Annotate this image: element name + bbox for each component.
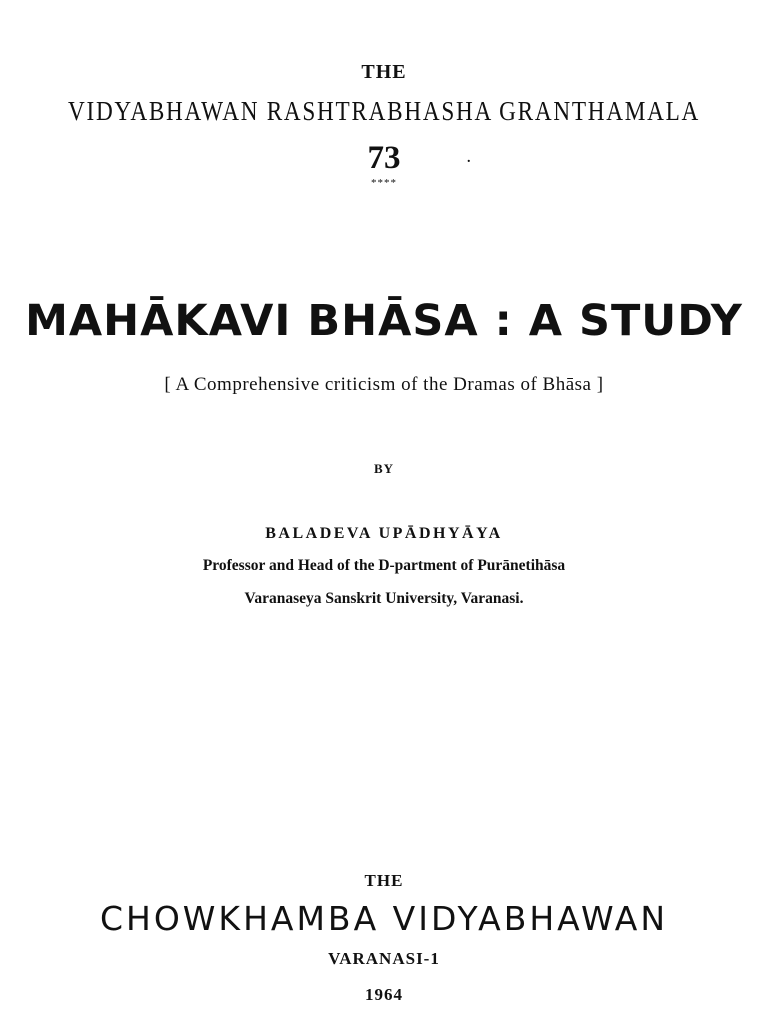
book-subtitle: [ A Comprehensive criticism of the Dramas of Bhāsa ] [164,374,604,395]
publisher-city: VARANASI-1 [328,949,440,968]
series-number: 73 [367,140,401,176]
series-ornament: **** [371,177,397,189]
by-label: BY [373,461,395,476]
publisher-name: CHOWKHAMBA VIDYABHAWAN [99,899,669,938]
publication-year: 1964 [365,985,403,1004]
ornament-dot: . [467,151,471,166]
author-title: Professor and Head of the D-partment of Purānetihāsa [202,557,566,574]
series-name: VIDYABHAWAN RASHTRABHASHA GRANTHAMALA [68,96,700,126]
book-title: MAHĀKAVI BHĀSA : A STUDY [25,296,743,346]
author-affiliation: Varanaseya Sanskrit University, Varanasi. [244,590,524,607]
author-name: BALADEVA UPĀDHYĀYA [265,525,503,542]
publisher-prefix: THE [364,871,404,890]
series-prefix: THE [361,61,407,83]
